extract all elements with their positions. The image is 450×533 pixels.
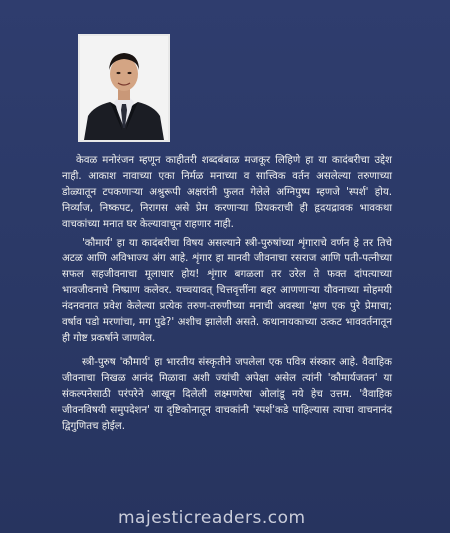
- watermark: majesticreaders.com: [118, 508, 306, 528]
- author-portrait-image: [80, 36, 168, 140]
- blurb-text: [62, 153, 392, 434]
- blurb-paragraph-3: स्त्री-पुरुष 'कौमार्य' हा भारतीय संस्कृतीने जपलेला एक पवित्र संस्कार आहे. वैवाहिक जीवनाचा निखळ आनंद मिळावा अशी ज्यांची अपेक्षा असेल त्यांनी 'कौमार्यजतन' या संकल्पनेसाठी परंपरेने आखून दिलेली लक्ष्मणरेषा ओलांडू नये हेच उत्तम. 'वैवाहिक जीवनविषयी समुपदेशन' या दृष्टिकोनातून वाचकांनी 'स्पर्श'कडे पाहिल्यास त्याचा वाचनानंद द्विगुणितच होईल.: [62, 356, 392, 432]
- blurb-paragraph-1: केवळ मनोरंजन म्हणून काहीतरी शब्दबंबाळ मजकूर लिहिणे हा या कादंबरीचा उद्देश नाही. आकाश नावाच्या एका निर्मळ मनाच्या व सात्त्विक वर्तन असलेल्या तरुणाच्या डोळ्यातून टपकणाऱ्या अश्रुरूपी अक्षरांनी फुलत गेलेले अग्निपुष्प म्हणजे 'स्पर्श' होय. निर्व्याज, निष्कपट, निरागस असे प्रेम करणाऱ्या प्रियकराची ही हृदयद्रावक भावकथा वाचकांच्या मनात घर केल्यावाचून राहणार नाही.: [62, 155, 392, 230]
- blurb-paragraph-2: 'कौमार्य' हा या कादंबरीचा विषय असल्याने स्त्री-पुरुषांच्या शृंगाराचे वर्णन हे तर तिचे अटळ आणि अविभाज्य अंग आहे. शृंगार हा मानवी जीवनाचा रसराज आणि पती-पत्नीच्या सफल सहजीवनाचा मूलाधार होय! शृंगार बगळला तर उरेल ते फक्त दांपत्याच्या भावजीवनाचे निष्प्राण कलेवर. यच्चयावत् चित्तवृत्तींना बहर आणणाऱ्या यौवनाच्या मोहमयी नंदनवनात प्रवेश केलेल्या प्रत्येक तरुण-तरुणीच्या मनाची अवस्था 'क्षण एक पुरे प्रेमाचा; वर्षाव पडो मरणांचा, मग पुढे?' अशीच झालेली असते. कथानायकाच्या उत्कट भाववर्तनातून ही गोष्ट प्रकर्षाने जाणवेल.: [62, 237, 392, 344]
- author-photo: [78, 34, 170, 142]
